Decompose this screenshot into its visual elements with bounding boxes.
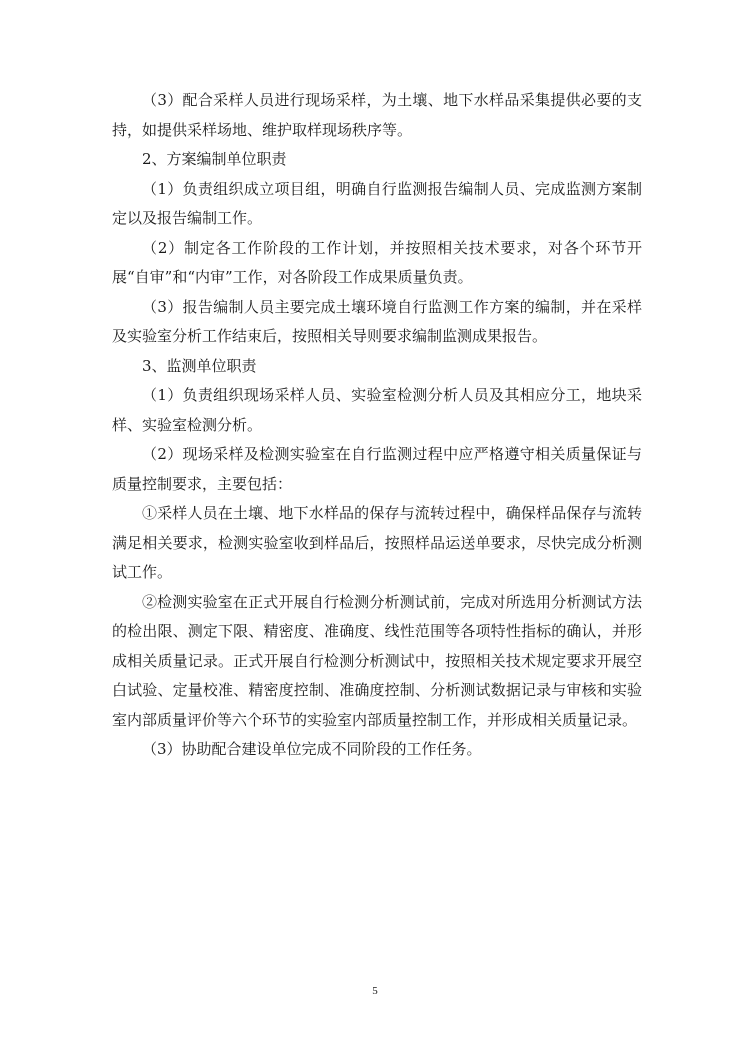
paragraph-monitoring-unit-item-1: （1）负责组织现场采样人员、实验室检测分析人员及其相应分工，地块采样、实验室检测分析。 <box>112 386 642 434</box>
paragraph-sampling-requirement-1: ①采样人员在土壤、地下水样品的保存与流转过程中，确保样品保存与流转满足相关要求，检测实验室收到样品后，按照样品运送单要求，尽快完成分析测试工作。 <box>112 504 642 581</box>
paragraph-construction-unit-item-3: （3）配合采样人员进行现场采样，为土壤、地下水样品采集提供必要的支持，如提供采样场地、维护取样现场秩序等。 <box>112 91 642 139</box>
paragraph-monitoring-unit-item-3: （3）协助配合建设单位完成不同阶段的工作任务。 <box>142 740 482 758</box>
paragraph-plan-unit-item-3: （3）报告编制人员主要完成土壤环境自行监测工作方案的编制，并在采样及实验室分析工作结束后，按照相关导则要求编制监测成果报告。 <box>112 297 642 345</box>
page-number: 5 <box>372 985 378 997</box>
section-heading-monitoring-unit-duties: 3、监测单位职责 <box>142 356 257 375</box>
document-body <box>112 86 642 765</box>
paragraph-monitoring-unit-item-2: （2）现场采样及检测实验室在自行监测过程中应严格遵守相关质量保证与质量控制要求，主要包括： <box>112 445 642 493</box>
section-heading-plan-unit-duties: 2、方案编制单位职责 <box>142 150 287 168</box>
paragraph-plan-unit-item-2: （2）制定各工作阶段的工作计划，并按照相关技术要求，对各个环节开展“自审”和“内审”工作，对各阶段工作成果质量负责。 <box>112 238 642 286</box>
paragraph-lab-requirement-2: ②检测实验室在正式开展自行检测分析测试前，完成对所选用分析测试方法的检出限、测定下限、精密度、准确度、线性范围等各项特性指标的确认，并形成相关质量记录。正式开展自行检测分析测试中，按照相关技术规定要求开展空白试验、定量校准、精密度控制、准确度控制、分析测试数据记录与审核和实验室内部质量评价等六个环节的实验室内部质量控制工作，并形成相关质量记录。 <box>112 592 642 729</box>
paragraph-plan-unit-item-1: （1）负责组织成立项目组，明确自行监测报告编制人员、完成监测方案制定以及报告编制工作。 <box>112 179 642 227</box>
